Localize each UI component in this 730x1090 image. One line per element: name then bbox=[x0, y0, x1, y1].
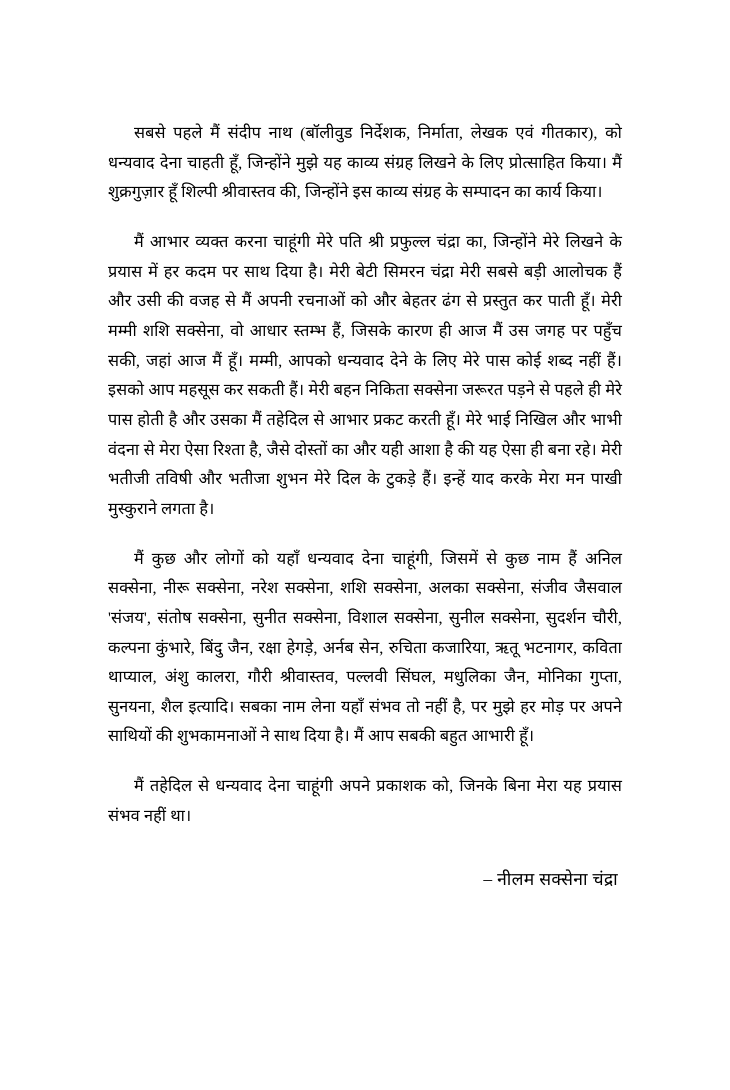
acknowledgement-text bbox=[108, 118, 622, 896]
paragraph-4: मैं तहेदिल से धन्यवाद देना चाहूंगी अपने प्रकाशक को, जिनके बिना मेरा यह प्रयास संभव नहीं था। bbox=[108, 776, 622, 825]
paragraph-2: मैं आभार व्यक्त करना चाहूंगी मेरे पति श्री प्रफुल्ल चंद्रा का, जिन्होंने मेरे लिखने के प्रयास में हर कदम पर साथ दिया है। मेरी बेटी सिमरन चंद्रा मेरी सबसे बड़ी आलोचक हैं और उसी की वजह से मैं अपनी रचनाओं को और बेहतर ढंग से प्रस्तुत कर पाती हूँ। मेरी मम्मी शशि सक्सेना, वो आधार स्तम्भ हैं, जिसके कारण ही आज मैं उस जगह पर पहुँच सकी, जहां आज मैं हूँ। मम्मी, आपको धन्यवाद देने के लिए मेरे पास कोई शब्द नहीं हैं। इसको आप महसूस कर सकती हैं। मेरी बहन निकिता सक्सेना जरूरत पड़ने से पहले ही मेरे पास होती है और उसका मैं तहेदिल से आभार प्रकट करती हूँ। मेरे भाई निखिल और भाभी वंदना से मेरा ऐसा रिश्ता है, जैसे दोस्तों का और यही आशा है की यह ऐसा ही बना रहे। मेरी भतीजी तविषी और भतीजा शुभन मेरे दिल के टुकड़े हैं। इन्हें याद करके मेरा मन पाखी मुस्कुराने लगता है। bbox=[108, 231, 622, 518]
author-signature: – नीलम सक्सेना चंद्रा bbox=[483, 869, 618, 890]
paragraph-1: सबसे पहले मैं संदीप नाथ (बॉलीवुड निर्देशक, निर्माता, लेखक एवं गीतकार), को धन्यवाद देना चाहती हूँ, जिन्होंने मुझे यह काव्य संग्रह लिखने के लिए प्रोत्साहित किया। मैं शुक्रगुज़ार हूँ शिल्पी श्रीवास्तव की, जिन्होंने इस काव्य संग्रह के सम्पादन का कार्य किया। bbox=[108, 123, 622, 202]
paragraph-3: मैं कुछ और लोगों को यहाँ धन्यवाद देना चाहूंगी, जिसमें से कुछ नाम हैं अनिल सक्सेना, नीरू सक्सेना, नरेश सक्सेना, शशि सक्सेना, अलका सक्सेना, संजीव जैसवाल 'संजय', संतोष सक्सेना, सुनीत सक्सेना, विशाल सक्सेना, सुनील सक्सेना, सुदर्शन चौरी, कल्पना कुंभारे, बिंदु जैन, रक्षा हेगड़े, अर्नब सेन, रुचिता कजारिया, ऋतू भटनागर, कविता थाप्याल, अंशु कालरा, गौरी श्रीवास्तव, पल्लवी सिंघल, मधुलिका जैन, मोनिका गुप्ता, सुनयना, शैल इत्यादि। सबका नाम लेना यहाँ संभव तो नहीं है, पर मुझे हर मोड़ पर अपने साथियों की शुभकामनाओं ने साथ दिया है। मैं आप सबकी बहुत आभारी हूँ। bbox=[108, 548, 622, 746]
